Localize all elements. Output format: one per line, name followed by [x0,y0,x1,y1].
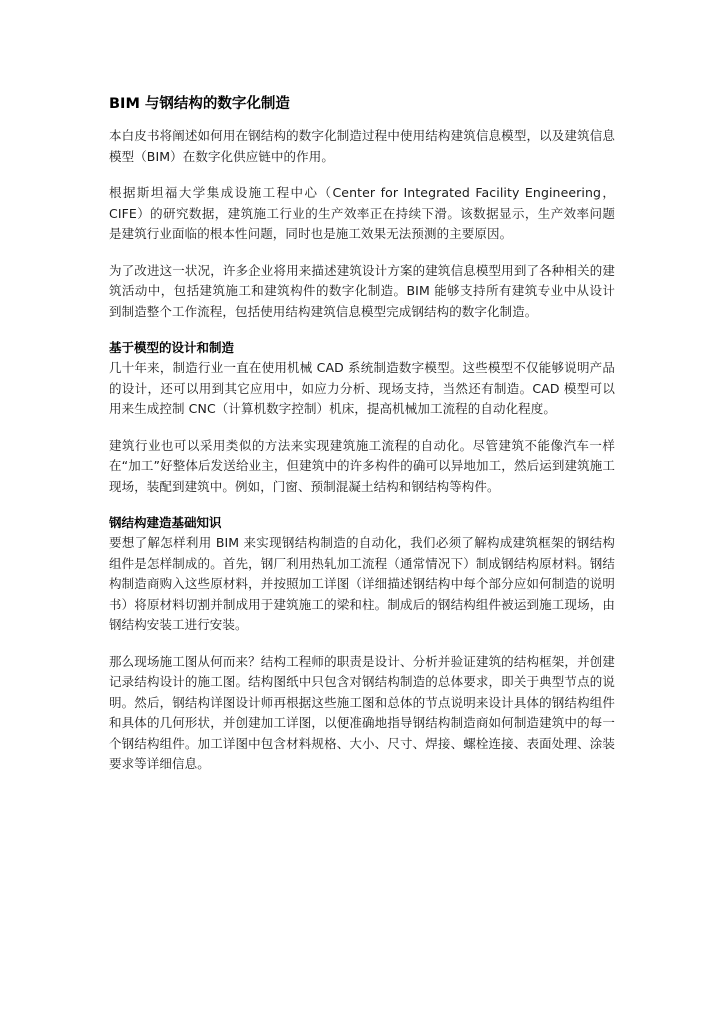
section-heading-model-based-design: 基于模型的设计和制造 [109,340,235,355]
section-heading-steel-basics: 钢结构建造基础知识 [109,515,222,530]
document-title: BIM 与钢结构的数字化制造 [109,96,290,112]
section-paragraph: 几十年来，制造行业一直在使用机械 CAD 系统制造数字模型。这些模型不仅能够说明产品的设计，还可以用到其它应用中，如应力分析、现场支持，当然还有制造。CAD 模型可以用来生成控制 CNC（计算机数字控制）机床，提高机械加工流程的自动化程度。 [109,360,615,416]
section-paragraph: 那么现场施工图从何而来？结构工程师的职责是设计、分析并验证建筑的结构框架，并创建记录结构设计的施工图。结构图纸中只包含对钢结构制造的总体要求，即关于典型节点的说明。然后，钢结构详图设计师再根据这些施工图和总体的节点说明来设计具体的钢结构组件和具体的几何形状，并创建加工详图，以便准确地指导钢结构制造商如何制造建筑中的每一个钢结构组件。加工详图中包含材料规格、大小、尺寸、焊接、螺栓连接、表面处理、涂装要求等详细信息。 [109,653,615,771]
document-page [109,94,615,791]
section-paragraph: 建筑行业也可以采用类似的方法来实现建筑施工流程的自动化。尽管建筑不能像汽车一样在“加工”好整体后发送给业主，但建筑中的许多构件的确可以异地加工，然后运到建筑施工现场，装配到建筑中。例如，门窗、预制混凝土结构和钢结构等构件。 [109,437,615,494]
section-paragraph: 要想了解怎样利用 BIM 来实现钢结构制造的自动化，我们必须了解构成建筑框架的钢结构组件是怎样制成的。首先，钢厂利用热轧加工流程（通常情况下）制成钢结构原材料。钢结构制造商购入这些原材料，并按照加工详图（详细描述钢结构中每个部分应如何制造的说明书）将原材料切割并制成用于建筑施工的梁和柱。制成后的钢结构组件被运到施工现场，由钢结构安装工进行安装。 [109,535,615,632]
intro-paragraph: 本白皮书将阐述如何用在钢结构的数字化制造过程中使用结构建筑信息模型，以及建筑信息模型（BIM）在数字化供应链中的作用。 [109,128,615,164]
intro-paragraph: 为了改进这一状况，许多企业将用来描述建筑设计方案的建筑信息模型用到了各种相关的建筑活动中，包括建筑施工和建筑构件的数字化制造。BIM 能够支持所有建筑专业中从设计到制造整个工作流程，包括使用结构建筑信息模型完成钢结构的数字化制造。 [109,262,615,319]
intro-paragraph: 根据斯坦福大学集成设施工程中心（Center for Integrated Facility Engineering，CIFE）的研究数据，建筑施工行业的生产效率正在持续下滑。该数据显示，生产效率问题是建筑行业面临的根本性问题，同时也是施工效果无法预测的主要原因。 [109,185,615,241]
